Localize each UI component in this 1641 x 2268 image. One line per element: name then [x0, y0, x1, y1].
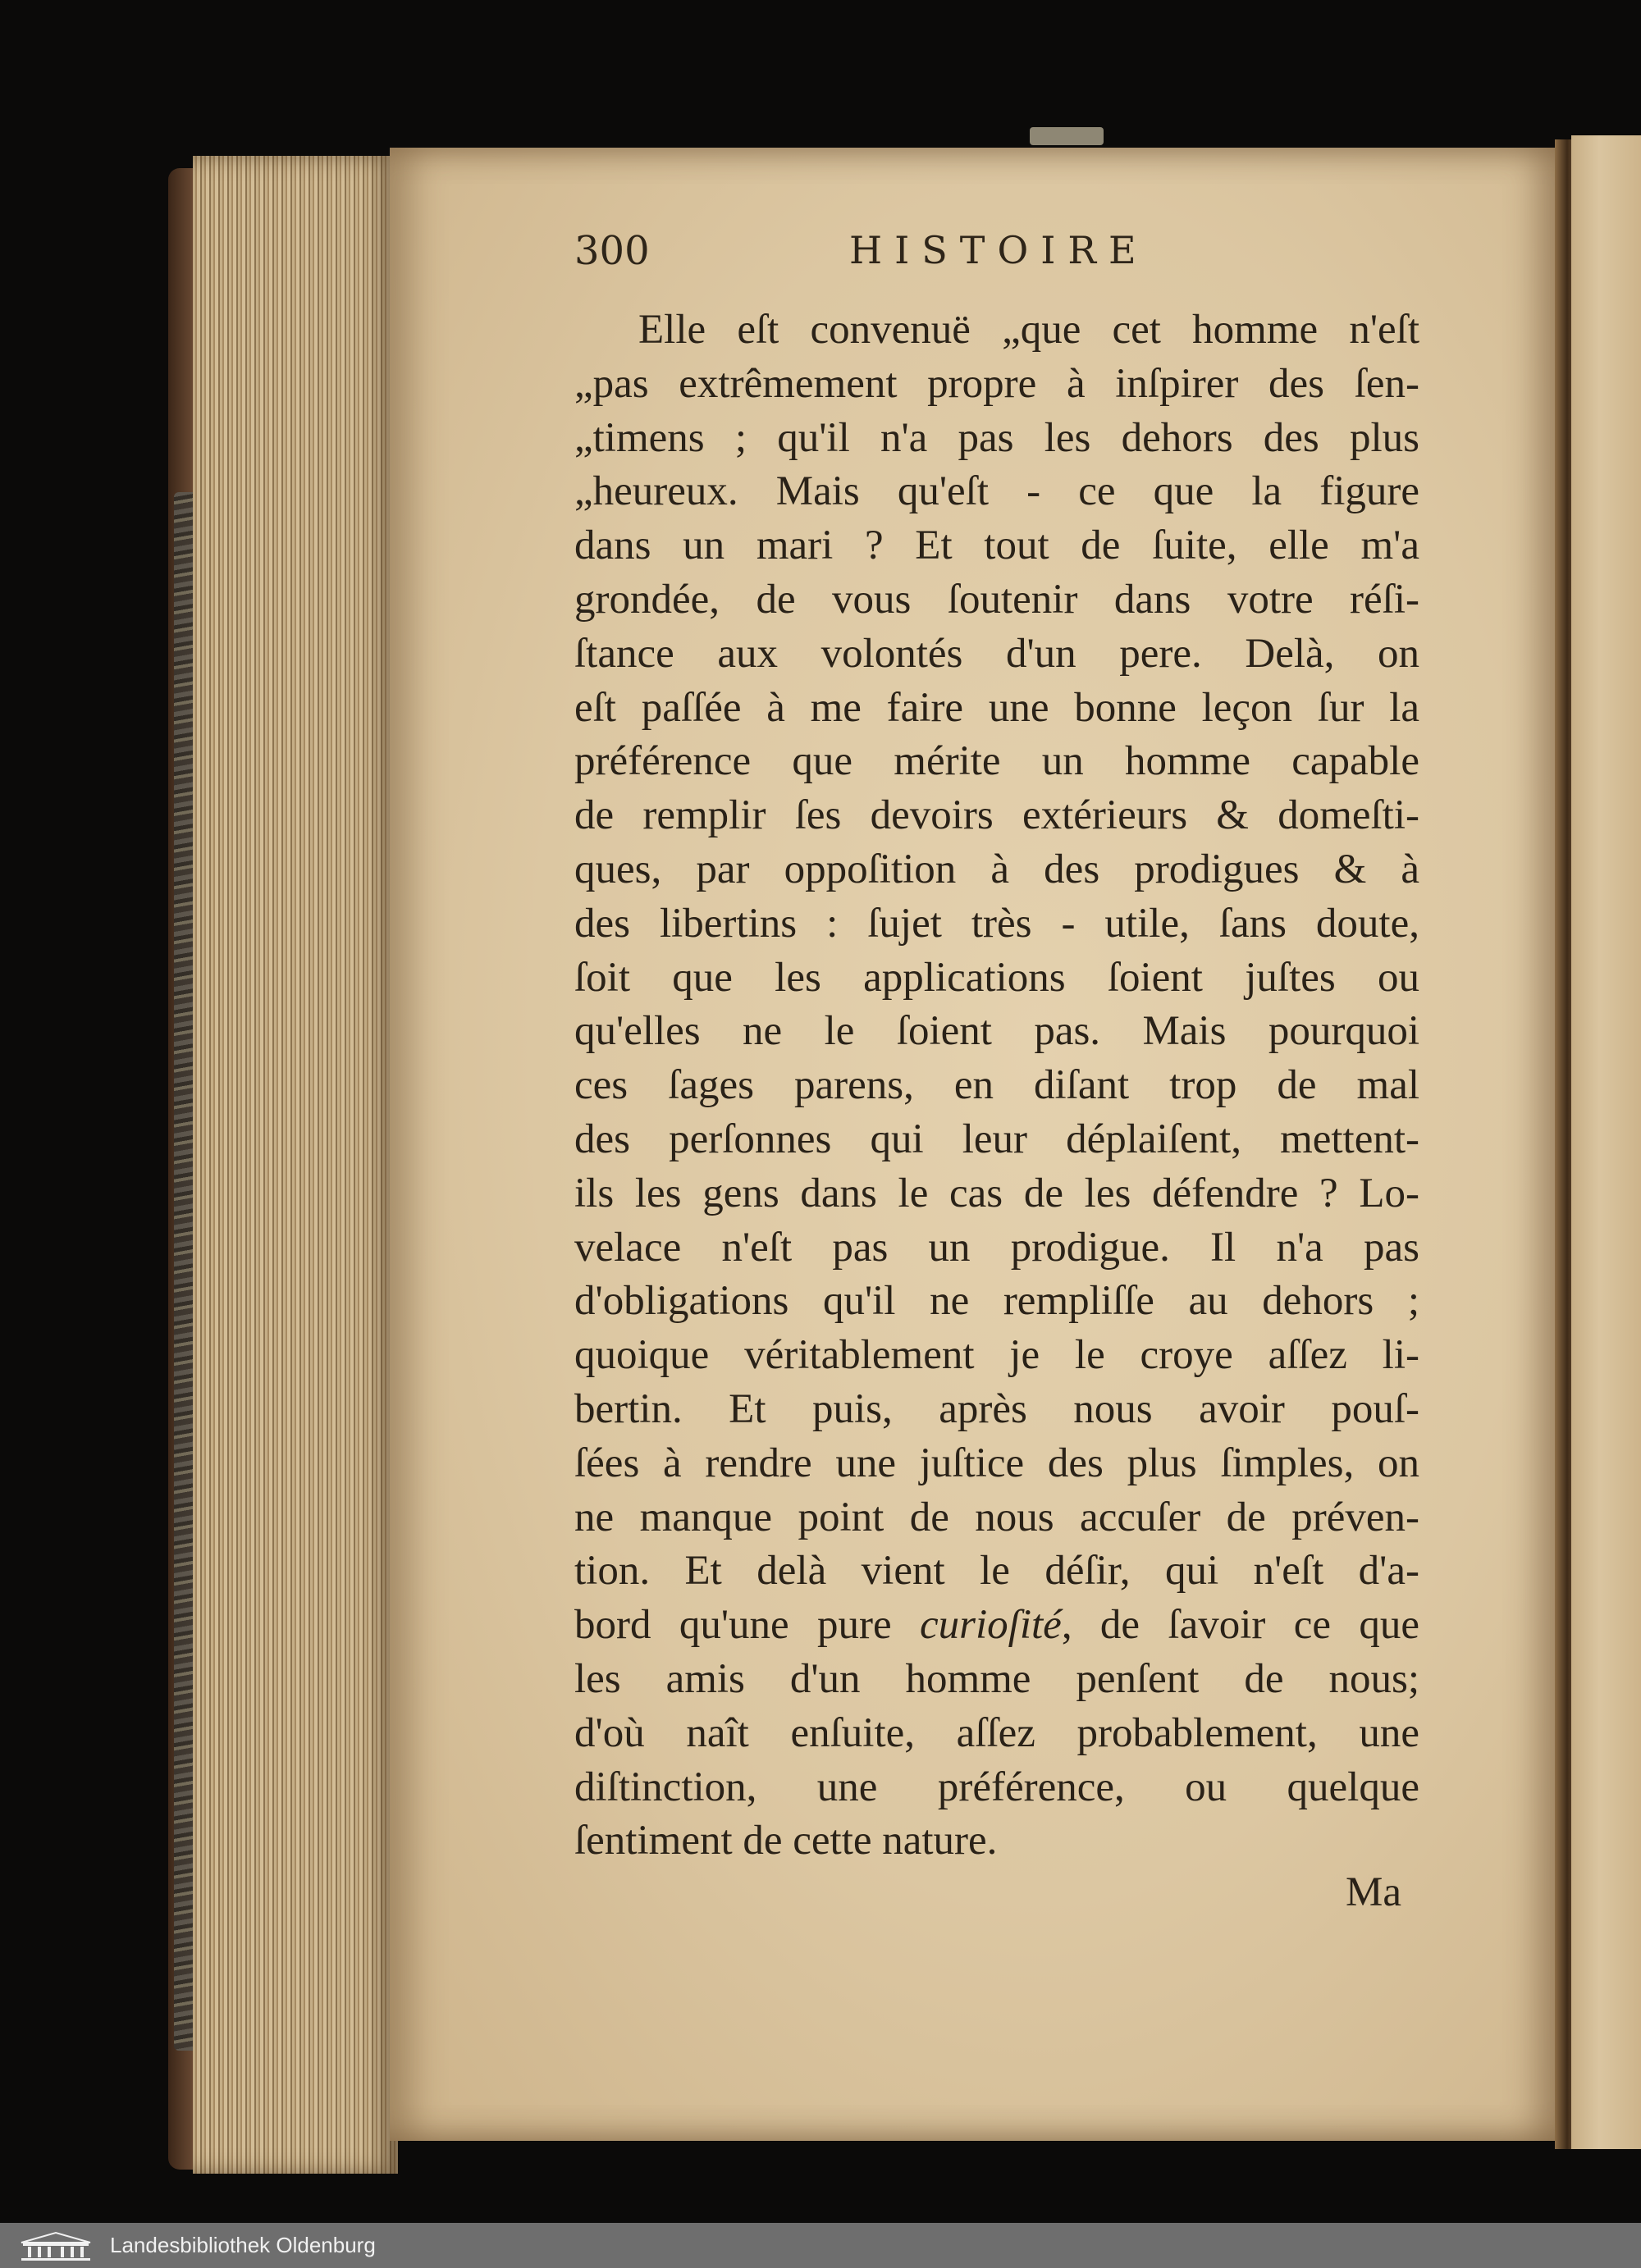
catchword: Ma — [1346, 1869, 1401, 1915]
text-line: velace n'eſt pas un prodigue. Il n'a pas — [574, 1224, 1419, 1271]
text-line: grondée, de vous ſoutenir dans votre réſi- — [574, 576, 1419, 623]
facing-page-edge — [1571, 135, 1641, 2149]
text-line: ſentiment de cette nature. — [574, 1818, 998, 1864]
text-line: ces ſages parens, en diſant trop de mal — [574, 1062, 1419, 1109]
text-fragment: , de ſavoir ce que — [1061, 1602, 1419, 1649]
text-line: des libertins : ſujet très - utile, ſans doute, — [574, 900, 1419, 947]
text-line: tion. Et delà vient le déſir, qui n'eſt d'a- — [574, 1548, 1419, 1595]
running-title: HISTOIRE — [849, 228, 1149, 272]
library-building-logo-icon — [15, 2229, 97, 2262]
italic-word: curioſité — [920, 1602, 1062, 1649]
text-line: les amis d'un homme penſent de nous; — [574, 1655, 1419, 1702]
text-line: préférence que mérite un homme capable — [574, 738, 1419, 785]
text-line-italic — [574, 1599, 1419, 1653]
text-line: d'où naît enſuite, aſſez probablement, une — [574, 1709, 1419, 1756]
binding-clasp — [1030, 127, 1104, 145]
body-text — [574, 303, 1419, 1869]
library-footer — [0, 2223, 1641, 2268]
text-line: des perſonnes qui leur déplaiſent, mettent- — [574, 1116, 1419, 1162]
text-line: ne manque point de nous accuſer de préven- — [574, 1494, 1419, 1540]
text-line: „timens ; qu'il n'a pas les dehors des plus — [574, 414, 1419, 461]
page-number: 300 — [574, 228, 650, 274]
text-line: ſtance aux volontés d'un pere. Delà, on — [574, 630, 1419, 677]
text-line: de remplir ſes devoirs extérieurs & domeſti- — [574, 792, 1419, 839]
text-line: ſées à rendre une juſtice des plus ſimples, on — [574, 1440, 1419, 1486]
page-header — [574, 228, 1419, 285]
text-line: Elle eſt convenuë „que cet homme n'eſt — [638, 307, 1419, 353]
text-line: ils les gens dans le cas de les défendre ? Lo- — [574, 1170, 1419, 1216]
text-line: diſtinction, une préférence, ou quelque — [574, 1764, 1419, 1810]
text-line: ſoit que les applications ſoient juſtes ou — [574, 954, 1419, 1001]
text-line: quoique véritablement je le croye aſſez li- — [574, 1332, 1419, 1379]
page-block-edges — [193, 156, 398, 2174]
text-fragment: bord qu'une pure — [574, 1602, 920, 1649]
text-line: d'obligations qu'il ne rempliſſe au dehors ; — [574, 1278, 1419, 1325]
text-line: bertin. Et puis, après nous avoir pouſ- — [574, 1385, 1419, 1432]
text-line: „pas extrêmement propre à inſpirer des ſen- — [574, 360, 1419, 407]
text-line: eſt paſſée à me faire une bonne leçon ſur la — [574, 684, 1419, 731]
text-line: qu'elles ne le ſoient pas. Mais pourquoi — [574, 1008, 1419, 1055]
text-line: dans un mari ? Et tout de ſuite, elle m'a — [574, 523, 1419, 569]
library-name: Landesbibliothek Oldenburg — [110, 2233, 376, 2257]
text-line: ques, par oppoſition à des prodigues & à — [574, 846, 1419, 892]
text-line: „heureux. Mais qu'eſt - ce que la figure — [574, 468, 1419, 515]
